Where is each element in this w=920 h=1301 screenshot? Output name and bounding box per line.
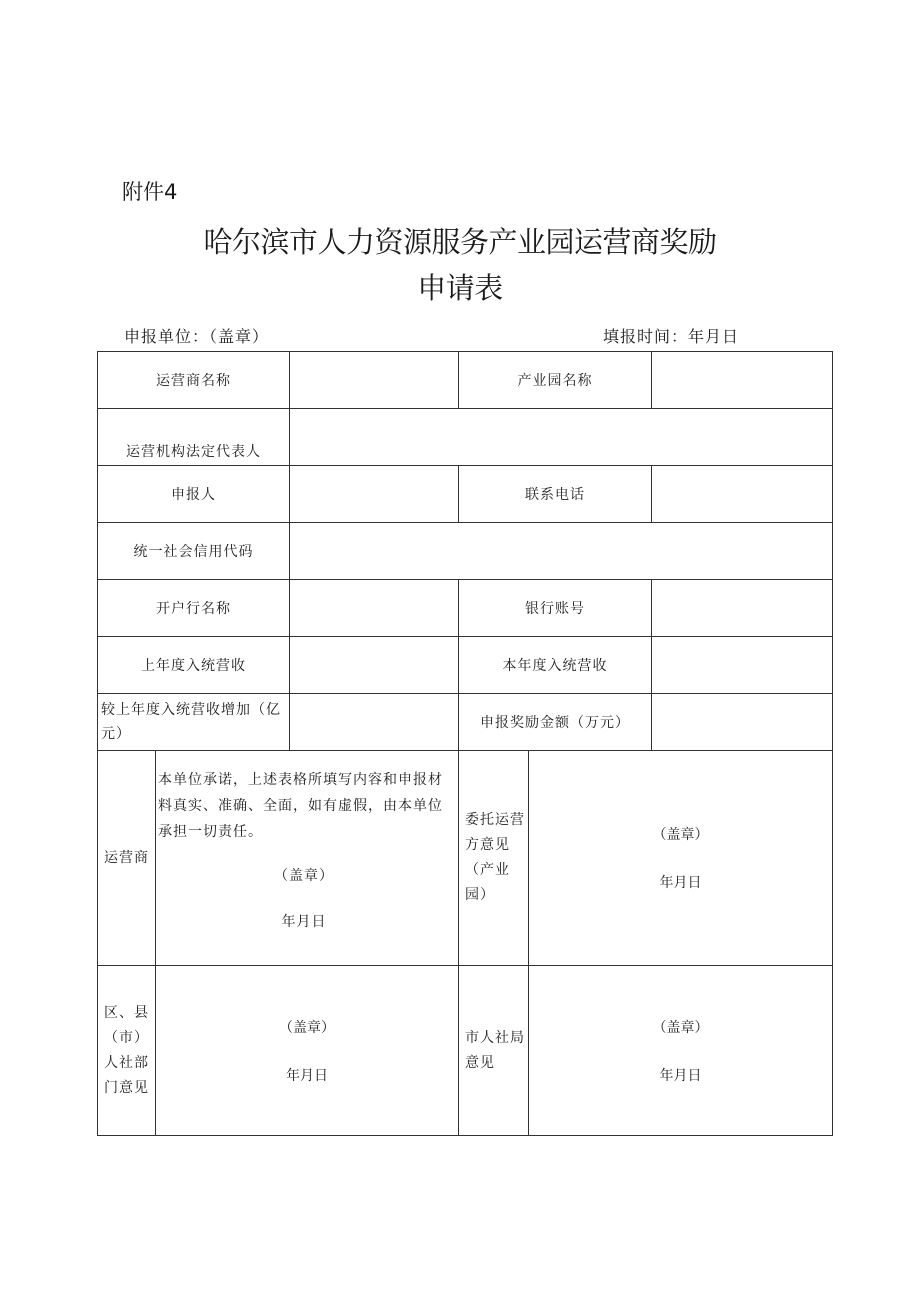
form-subtitle: 申请表 — [417, 271, 503, 305]
revenue-increase-field[interactable] — [290, 694, 459, 751]
bank-name-label: 开户行名称 — [98, 580, 290, 637]
park-name-label: 产业园名称 — [459, 352, 652, 409]
last-year-revenue-field[interactable] — [290, 637, 459, 694]
reward-amount-label: 申报奖励金额（万元） — [459, 694, 652, 751]
bank-account-field[interactable] — [652, 580, 833, 637]
entrusted-seal: （盖章） — [652, 827, 709, 843]
application-form-table — [97, 351, 833, 1136]
district-dept-cell[interactable] — [156, 966, 459, 1136]
applicant-field[interactable] — [290, 466, 459, 523]
operator-name-field[interactable] — [290, 352, 459, 409]
applicant-label: 申报人 — [98, 466, 290, 523]
applicant-unit-label: 申报单位：（盖章） — [124, 327, 270, 346]
operator-commitment-cell — [156, 751, 459, 966]
bank-account-label: 银行账号 — [459, 580, 652, 637]
fill-date-label: 填报时间：年月日 — [603, 327, 740, 346]
attachment-label: 附件4 — [122, 180, 178, 204]
credit-code-label: 统一社会信用代码 — [98, 523, 290, 580]
city-date: 年月日 — [659, 1067, 702, 1084]
operator-seal: （盖章） — [274, 868, 334, 884]
phone-field[interactable] — [652, 466, 833, 523]
district-dept-label: 区、县（市）人社部门意见 — [98, 966, 156, 1136]
district-seal: （盖章） — [279, 1019, 335, 1036]
entrusted-opinion-label: 委托运营方意见（产业园） — [459, 751, 529, 966]
reward-amount-field[interactable] — [652, 694, 833, 751]
bank-name-field[interactable] — [290, 580, 459, 637]
city-bureau-cell[interactable] — [529, 966, 833, 1136]
operator-section-label: 运营商 — [98, 751, 156, 966]
this-year-revenue-field[interactable] — [652, 637, 833, 694]
city-seal: （盖章） — [652, 1019, 709, 1036]
operator-date: 年月日 — [281, 914, 327, 930]
city-bureau-label: 市人社局意见 — [459, 966, 529, 1136]
legal-rep-label: 运营机构法定代表人 — [98, 409, 290, 466]
commitment-text: 本单位承诺，上述表格所填写内容和申报材料真实、准确、全面，如有虚假，由本单位承担一切责任。 — [158, 772, 443, 840]
credit-code-field[interactable] — [290, 523, 833, 580]
entrusted-date: 年月日 — [659, 875, 702, 891]
form-title: 哈尔滨市人力资源服务产业园运营商奖励 — [203, 225, 717, 259]
last-year-revenue-label: 上年度入统营收 — [98, 637, 290, 694]
entrusted-opinion-cell[interactable] — [529, 751, 833, 966]
phone-label: 联系电话 — [459, 466, 652, 523]
park-name-field[interactable] — [652, 352, 833, 409]
legal-rep-field[interactable] — [290, 409, 833, 466]
revenue-increase-label: 较上年度入统营收增加（亿元） — [98, 694, 290, 751]
district-date: 年月日 — [286, 1067, 328, 1084]
operator-name-label: 运营商名称 — [98, 352, 290, 409]
this-year-revenue-label: 本年度入统营收 — [459, 637, 652, 694]
